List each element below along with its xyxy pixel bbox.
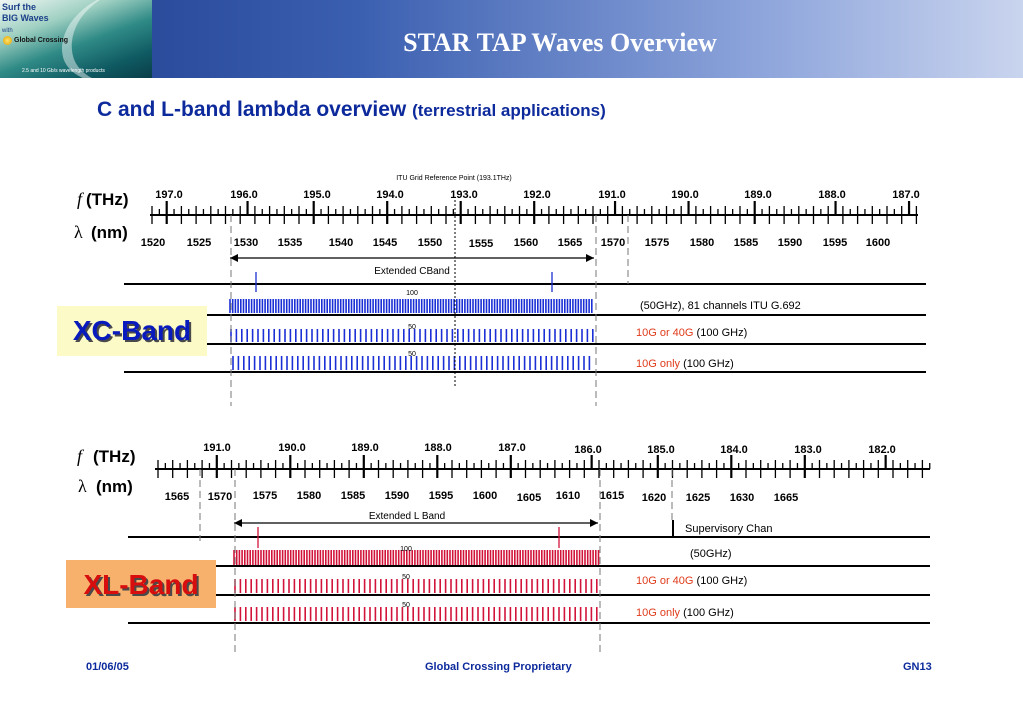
axis-label: 1600	[865, 237, 891, 249]
axis-label: 189.0	[744, 189, 772, 201]
axis-label: 1590	[777, 237, 803, 249]
axis-label: 188.0	[424, 442, 452, 454]
subtitle-main: C and L-band lambda overview	[97, 98, 407, 121]
logo-tagline: 2.5 and 10 Gb/s wavelength products	[22, 68, 105, 74]
axis-label: 1600	[472, 490, 498, 502]
axis-label: 1570	[207, 491, 233, 503]
logo-line1: Surf the BIG Waves	[2, 2, 49, 23]
axis-label: 1565	[164, 491, 190, 503]
c-lambda-symbol: λ	[74, 222, 83, 242]
c-wave-unit: (nm)	[91, 223, 128, 242]
axis-label: 1525	[186, 237, 212, 249]
l-freq-unit: (THz)	[93, 447, 136, 466]
c-row2-spacing: 50	[408, 324, 416, 331]
axis-label: 188.0	[818, 189, 846, 201]
xl-band-label: XL-Band	[66, 560, 216, 608]
l-row2-spacing: 50	[402, 574, 410, 581]
axis-label: 190.0	[671, 189, 699, 201]
l-extended-label: Extended L Band	[368, 511, 446, 522]
c-extended-label: Extended CBand	[374, 266, 450, 277]
axis-label: 1595	[428, 490, 454, 502]
c-row3-accent: 10G only	[636, 358, 681, 370]
axis-label: 196.0	[230, 189, 258, 201]
l-frequency-ticks	[158, 455, 930, 478]
l-channels-50ghz	[234, 550, 599, 565]
axis-label: 1535	[277, 237, 303, 249]
axis-label: 1595	[822, 237, 848, 249]
axis-label: 1520	[140, 237, 166, 249]
c-row2-desc: (100 GHz)	[696, 327, 748, 339]
c-row3-text	[636, 358, 734, 370]
logo-with: with	[2, 28, 13, 34]
l-lambda-symbol: λ	[78, 476, 87, 496]
footer-date: 01/06/05	[86, 661, 129, 673]
l-row2-accent: 10G or 40G	[636, 575, 694, 587]
axis-label: 192.0	[523, 189, 551, 201]
axis-label: 186.0	[574, 444, 602, 456]
axis-label: 197.0	[155, 189, 183, 201]
axis-label: 1570	[600, 237, 626, 249]
l-row1-desc: (50GHz)	[690, 548, 732, 560]
page-title: STAR TAP Waves Overview	[403, 28, 717, 57]
axis-label: 1530	[233, 237, 259, 249]
axis-label: 1560	[513, 237, 539, 249]
c-freq-symbol: f	[77, 189, 83, 209]
axis-label: 1605	[516, 492, 542, 504]
axis-label: 1585	[733, 237, 759, 249]
axis-label: 193.0	[450, 189, 478, 201]
axis-label: 1615	[599, 490, 625, 502]
axis-label: 1625	[685, 492, 711, 504]
c-wavelength-labels	[141, 237, 890, 250]
c-row1-desc: (50GHz), 81 channels ITU G.692	[640, 300, 801, 312]
c-row2-text	[636, 327, 747, 339]
l-row1-spacing: 100	[400, 546, 412, 553]
l-row3-spacing: 50	[402, 602, 410, 609]
l-wave-unit: (nm)	[96, 477, 133, 496]
axis-label: 1550	[417, 237, 443, 249]
axis-label: 187.0	[892, 189, 920, 201]
axis-label: 1545	[372, 237, 398, 249]
axis-label: 191.0	[203, 442, 231, 454]
axis-label: 1540	[328, 237, 354, 249]
axis-label: 189.0	[351, 442, 379, 454]
axis-label: 194.0	[376, 189, 404, 201]
axis-label: 1610	[555, 490, 581, 502]
c-row1-spacing: 100	[406, 290, 418, 297]
l-row2-desc: (100 GHz)	[696, 575, 748, 587]
l-arrow-right	[590, 519, 598, 527]
l-frequency-labels	[203, 442, 896, 456]
axis-label: 1585	[340, 490, 366, 502]
axis-label: 182.0	[868, 444, 896, 456]
c-row3-desc: (100 GHz)	[683, 358, 734, 370]
l-row2-text	[636, 575, 747, 587]
axis-label: 1565	[557, 237, 583, 249]
axis-label: 1590	[384, 490, 410, 502]
axis-label: 1575	[644, 237, 670, 249]
l-row3-desc: (100 GHz)	[683, 607, 734, 619]
l-freq-symbol: f	[77, 446, 83, 466]
l-channels-100ghz-a	[235, 579, 597, 593]
c-freq-unit: (THz)	[86, 190, 129, 209]
footer-proprietary: Global Crossing Proprietary	[425, 661, 572, 673]
supervisory-label: Supervisory Chan	[685, 523, 773, 535]
axis-label: 187.0	[498, 442, 526, 454]
axis-label: 1620	[641, 492, 667, 504]
l-channels-100ghz-b	[235, 607, 597, 621]
axis-label: 1580	[296, 490, 322, 502]
axis-label: 1580	[689, 237, 715, 249]
c-row2-accent: 10G or 40G	[636, 327, 694, 339]
xc-band-label: XC-Band	[57, 306, 207, 356]
axis-label: 185.0	[647, 444, 675, 456]
axis-label: 1665	[773, 492, 799, 504]
l-row3-text	[636, 607, 734, 619]
c-channels-100ghz-b	[233, 356, 589, 370]
logo-brand: Global Crossing	[14, 37, 69, 44]
axis-label: 1575	[252, 490, 278, 502]
subtitle-qualifier: (terrestrial applications)	[412, 101, 606, 120]
c-channels-50ghz	[230, 299, 592, 313]
axis-label: 195.0	[303, 189, 331, 201]
c-frequency-labels	[155, 189, 920, 201]
axis-label: 183.0	[794, 444, 822, 456]
axis-label: 190.0	[278, 442, 306, 454]
axis-label: 1630	[729, 492, 755, 504]
axis-label: 1555	[468, 238, 494, 250]
itu-reference-label: ITU Grid Reference Point (193.1THz)	[396, 175, 512, 182]
axis-label: 184.0	[720, 444, 748, 456]
c-arrow-right	[586, 254, 594, 262]
l-wavelength-labels	[165, 490, 798, 504]
c-frequency-ticks	[152, 201, 916, 224]
l-row3-accent: 10G only	[636, 607, 681, 619]
c-row3-spacing: 50	[408, 351, 416, 358]
footer-page-number: GN13	[903, 661, 932, 673]
axis-label: 191.0	[598, 189, 626, 201]
